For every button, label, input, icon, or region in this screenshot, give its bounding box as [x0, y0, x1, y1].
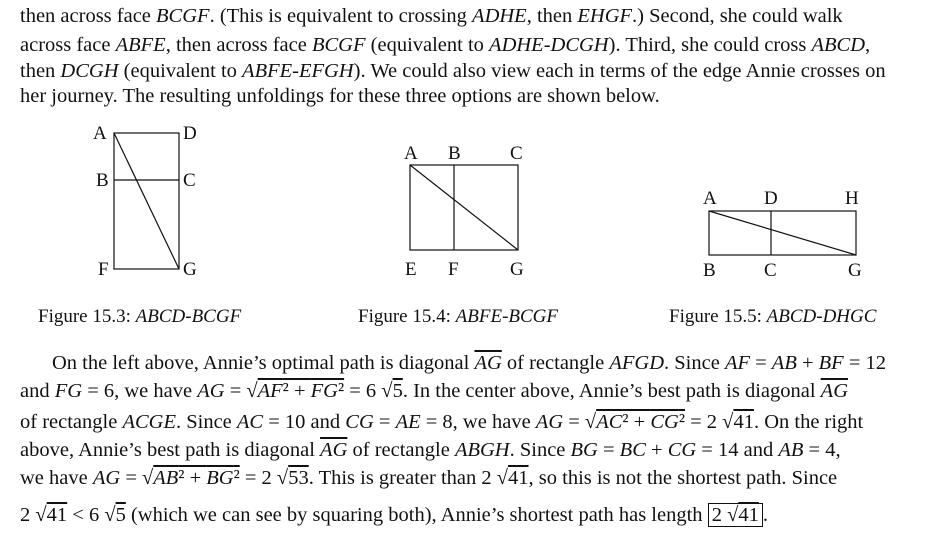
fig1-label-g: G — [183, 259, 197, 280]
text-line-3: then DCGH (equivalent to ABFE-EFGH). We could also view each in terms of the edge Annie crosses on — [20, 60, 886, 82]
fig3-label-b: B — [703, 260, 716, 281]
figure-15-4-caption: Figure 15.4: ABFE-BCGF — [358, 306, 558, 327]
para2-line-1: On the left above, Annie’s optimal path is diagonal $\overline{AG}$ of rectangle AFGD. Since AF = AB + BF = 12 — [52, 352, 887, 374]
fig1-label-f: F — [98, 259, 109, 280]
fig2-label-e: E — [405, 259, 417, 280]
fig1-label-a: A — [93, 123, 107, 144]
figure-15-3-caption: Figure 15.3: ABCD-BCGF — [38, 306, 242, 327]
fig3-label-d: D — [764, 188, 778, 209]
para2-line-3: of rectangle ACGE. Since AC = 10 and CG = AE = 8, we have AG = √AC² + CG² = 2 √41. On the right — [20, 411, 864, 433]
fig3-label-h: H — [845, 188, 859, 209]
fig3-label-g: G — [848, 260, 862, 281]
para2-line-6: 2 √41 < 6 √5 (which we can see by squaring both), Annie’s shortest path has length 2 √41 . — [20, 504, 768, 526]
fig2-label-g: G — [510, 259, 524, 280]
fig3-label-c: C — [764, 260, 777, 281]
fig2-label-c: C — [510, 143, 523, 164]
figure-15-5-drawing — [709, 211, 856, 255]
fig1-label-b: B — [96, 170, 109, 191]
fig2-label-b: B — [448, 143, 461, 164]
text-line-2: across face ABFE, then across face BCGF (equivalent to ADHE-DCGH). Third, she could cross ABCD, — [20, 34, 871, 56]
fig3-label-a: A — [703, 188, 717, 209]
fig2-label-f: F — [448, 259, 459, 280]
fig1-label-c: C — [183, 170, 196, 191]
text-line-4: her journey. The resulting unfoldings for these three options are shown below. — [20, 85, 660, 107]
figure-15-4-drawing — [410, 165, 518, 250]
para2-line-5: we have AG = √AB² + BG² = 2 √53. This is greater than 2 √41, so this is not the shortest path. Since — [20, 467, 838, 489]
fig2-label-a: A — [404, 143, 418, 164]
figure-15-5-caption: Figure 15.5: ABCD-DHGC — [669, 306, 877, 327]
fig1-label-d: D — [183, 123, 197, 144]
para2-line-2: and FG = 6, we have AG = √AF² + FG² = 6 √5. In the center above, Annie’s best path is diagonal $\overline{AG}$ — [20, 380, 848, 402]
answer-box: 2 √41 — [708, 503, 763, 527]
figure-15-3-drawing — [114, 133, 179, 269]
para2-line-4: above, Annie’s best path is diagonal $\overline{AG}$ of rectangle ABGH. Since BG = BC + CG = 14 and AB = 4, — [20, 439, 841, 461]
text-line-1: then across face BCGF. (This is equivalent to crossing ADHE, then EHGF.) Second, she could walk — [20, 5, 843, 27]
